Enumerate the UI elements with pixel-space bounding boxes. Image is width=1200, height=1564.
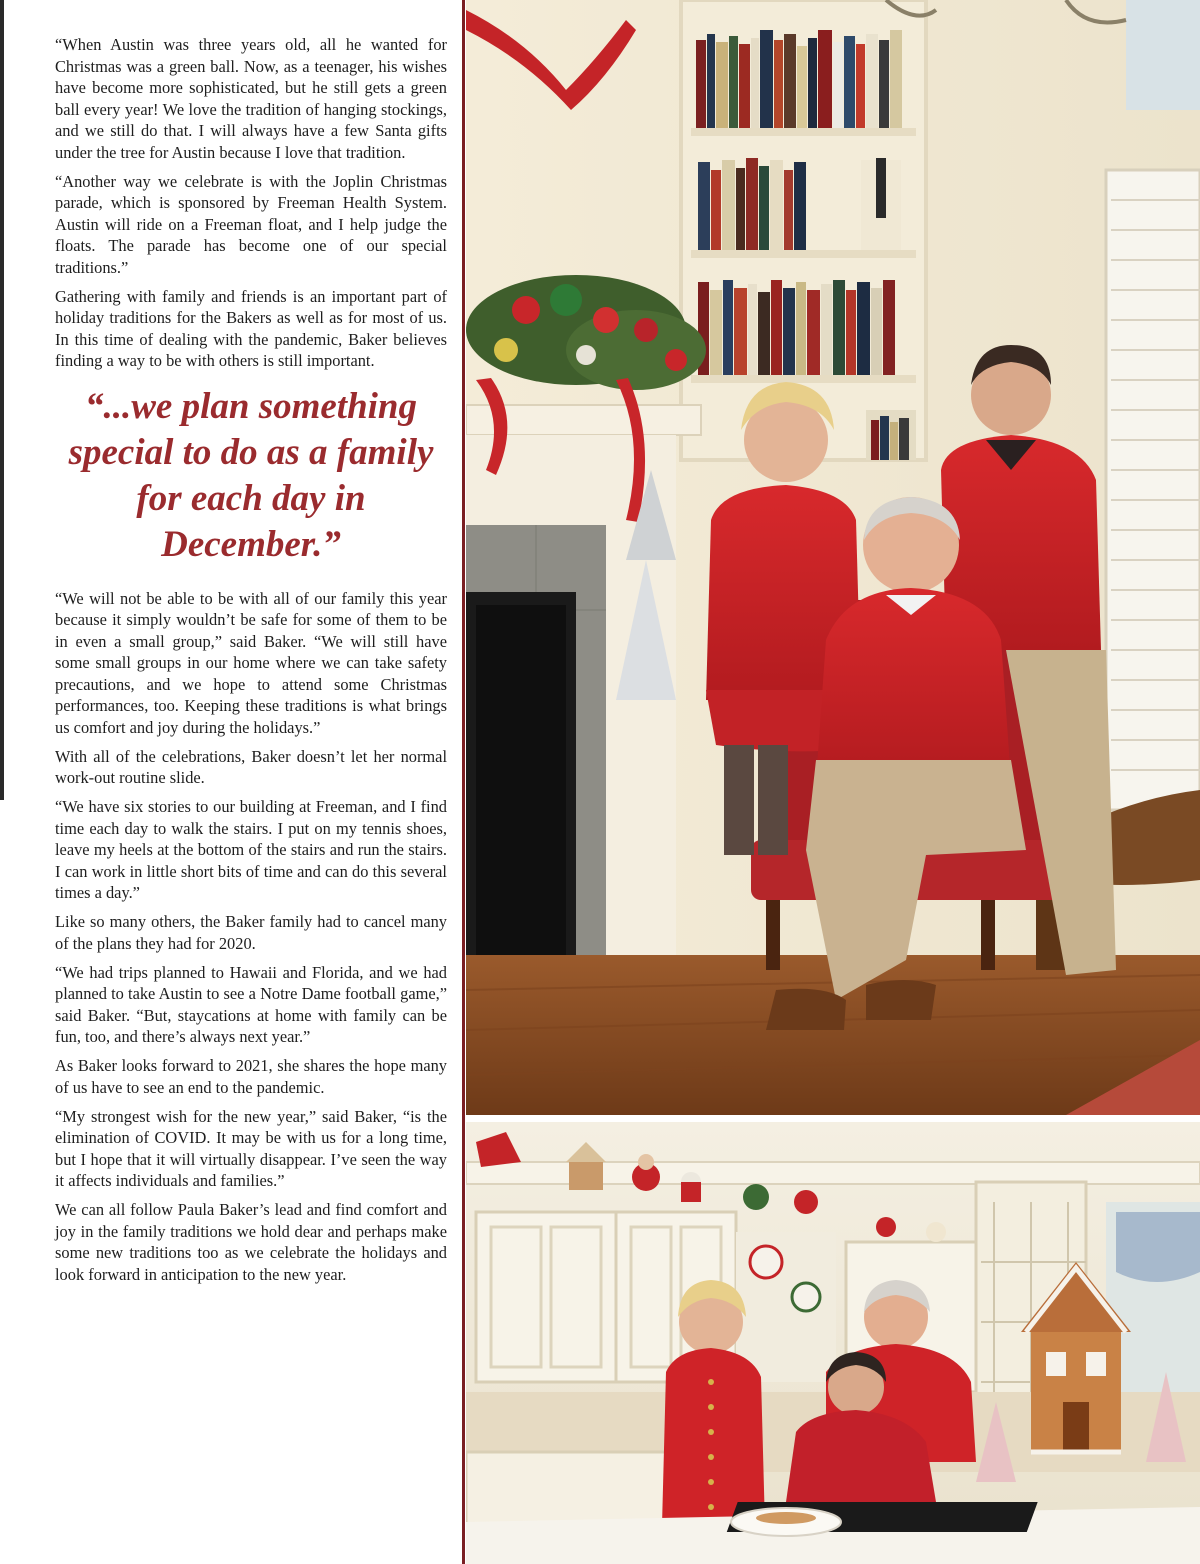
article-paragraph: “We had trips planned to Hawaii and Florida, and we had planned to take Austin to see a Notre Dame football game,” said Baker. “But, staycations at home with family can be fun, too, and there’s always next year.” [55,962,447,1046]
article-paragraph: As Baker looks forward to 2021, she shares the hope many of us have to see an end to the pandemic. [55,1056,447,1097]
article-paragraph: With all of the celebrations, Baker doesn’t let her normal work-out routine slide. [55,746,447,787]
article-paragraph: Like so many others, the Baker family had to cancel many of the plans they had for 2020. [55,912,447,953]
article-paragraph: We can all follow Paula Baker’s lead and find comfort and joy in the family traditions we hold dear and perhaps make some new traditions too as we celebrate the holidays and look forward in anticipation to the new year. [55,1200,447,1284]
family-portrait-photo [466,0,1200,1115]
page-edge [0,0,4,800]
article-paragraph: Gathering with family and friends is an important part of holiday traditions for the Bakers as well as for most of us. In this time of dealing with the pandemic, Baker believes finding a way to be with others is still important. [55,286,447,370]
photo-divider [466,1115,1200,1122]
column-divider [462,0,465,1564]
family-kitchen-photo [466,1122,1200,1564]
article-paragraph: “When Austin was three years old, all he wanted for Christmas was a green ball. Now, as a teenager, his wishes have become more sophisticated, but he still gets a green ball every year! We love the tradition of hanging stockings, and we still do that. I will always have a few Santa gifts under the tree for Austin because I love that tradition. [55,35,447,162]
pull-quote: “...we plan something special to do as a family for each day in December.” [68,385,434,565]
article-paragraph: “We will not be able to be with all of our family this year because it simply wouldn’t be safe for some of them to be in even a small group,” said Baker. “We will still have some small groups in our home where we can take safety precautions, and we hope to attend some Christmas performances, too. Keeping these traditions is what brings us comfort and joy during the holidays.” [55,588,447,737]
article-paragraph: “My strongest wish for the new year,” said Baker, “is the elimination of COVID. It may be with us for a long time, but I hope that it will virtually disappear. I’ve seen the way it affects individuals and families.” [55,1106,447,1190]
article-paragraph: “We have six stories to our building at Freeman, and I find time each day to walk the stairs. I put on my tennis shoes, leave my heels at the bottom of the stairs and run the stairs. I can work in little short bits of time and can do this several times a day.” [55,797,447,902]
article-paragraph: “Another way we celebrate is with the Joplin Christmas parade, which is sponsored by Freeman Health System. Austin will ride on a Freeman float, and I help judge the floats. The parade has become one of our special traditions.” [55,171,447,277]
article-column [55,34,447,1293]
